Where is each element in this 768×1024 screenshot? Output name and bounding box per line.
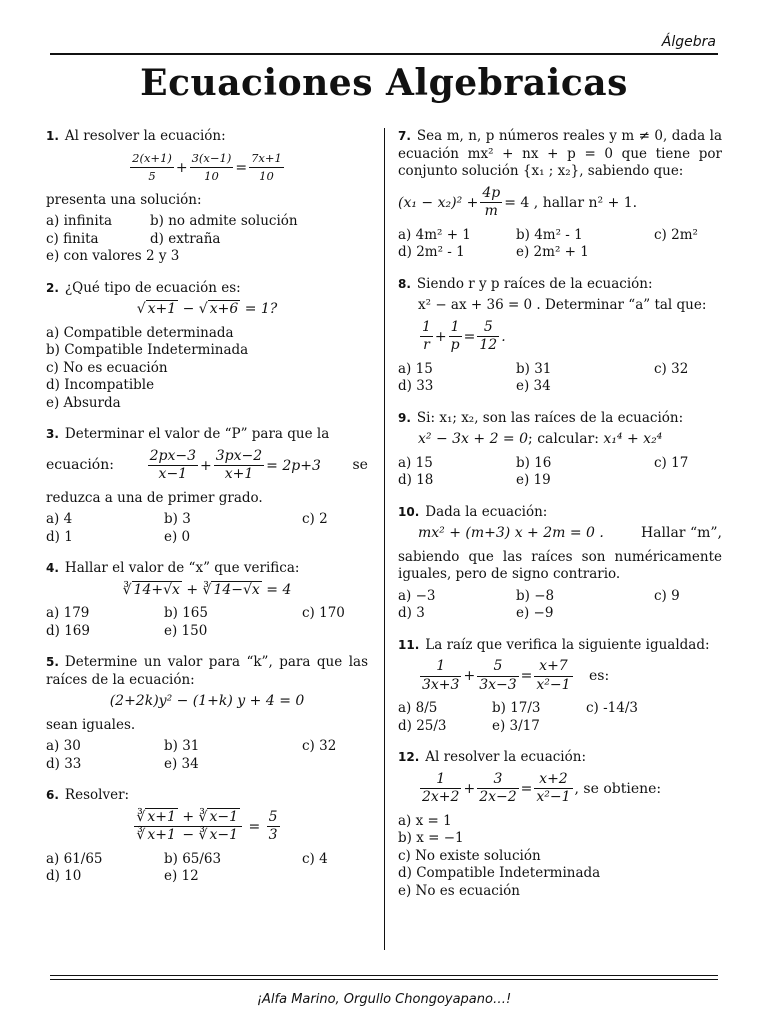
question-text: Dada la ecuación: — [425, 503, 548, 520]
equation: $\frac{1}{3x+3}$ + $\frac{5}{3x-3}$ = $\frac{x+7}{\text{x²−1}}$ es: — [422, 658, 610, 693]
top-rule — [50, 53, 718, 55]
question-number: 2. — [46, 280, 59, 295]
option-d[interactable]: d) 18 — [398, 472, 434, 488]
equation: √ x+1 − √ x+6 = 1? — [136, 301, 278, 317]
question-11 — [398, 637, 722, 736]
option-c[interactable]: c) 9 — [654, 587, 680, 604]
option-c[interactable]: c) 32 — [302, 738, 337, 754]
option-c[interactable]: c) 4 — [302, 850, 328, 867]
question-1 — [46, 128, 368, 266]
options — [398, 813, 722, 901]
column-divider — [384, 128, 385, 950]
option-d[interactable]: d) 33 — [398, 378, 434, 394]
question-number: 1. — [46, 129, 59, 143]
option-a[interactable]: a) 4 — [46, 511, 73, 527]
equation: $\frac{2(x+1)}{5}$ + $\frac{3(x-1)}{10}$ = $\frac{7x+1}{10}$ — [132, 150, 282, 183]
options — [46, 851, 368, 886]
equation: $\frac{∛ x+1 + ∛ x-1}{∛ x+1 - ∛ x-1}$ = $\frac{5}{3}$ — [136, 808, 278, 843]
bottom-rule — [50, 975, 718, 976]
question-8 — [398, 276, 722, 396]
option-a[interactable]: a) 179 — [46, 605, 90, 621]
option-e[interactable]: e) 34 — [516, 378, 551, 394]
option-b[interactable]: b) 17/3 — [492, 700, 541, 716]
option-a[interactable]: a) infinita — [46, 213, 113, 229]
bottom-rule-inner — [50, 979, 718, 980]
option-c[interactable]: c) 17 — [654, 454, 689, 471]
option-a[interactable]: a) −3 — [398, 587, 436, 604]
options — [398, 588, 722, 623]
option-e[interactable]: e) 34 — [164, 755, 199, 772]
question-text: Al resolver la ecuación: — [425, 749, 586, 765]
option-e[interactable]: e) con valores 2 y 3 — [46, 248, 180, 264]
question-number: 3. — [46, 427, 59, 441]
equation: x² − 3x + 2 = 0; calcular: x₁⁴ + x₂⁴ — [418, 431, 663, 447]
option-b[interactable]: b) x = −1 — [398, 830, 464, 846]
options — [46, 325, 368, 413]
question-number: 8. — [398, 276, 411, 291]
option-a[interactable]: a) 15 — [398, 360, 433, 377]
option-d[interactable]: d) 1 — [46, 528, 73, 545]
question-text: Al resolver la ecuación: — [64, 128, 226, 144]
option-d[interactable]: d) 10 — [46, 868, 82, 884]
options — [46, 511, 368, 546]
option-a[interactable]: a) 4m² + 1 — [398, 226, 471, 243]
options — [398, 227, 722, 262]
question-text: ¿Qué tipo de ecuación es: — [64, 279, 241, 296]
question-text-2: x² − ax + 36 = 0 . Determinar “a” tal que: — [418, 297, 707, 313]
option-c[interactable]: c) 2 — [302, 511, 328, 527]
option-e[interactable]: e) 2m² + 1 — [516, 244, 589, 260]
option-a[interactable]: a) 15 — [398, 454, 433, 471]
question-number: 6. — [46, 788, 59, 802]
question-text: La raíz que verifica la siguiente igualdad: — [425, 636, 710, 653]
question-9 — [398, 410, 722, 490]
option-b[interactable]: b) Compatible Indeterminada — [46, 342, 249, 358]
left-column — [46, 128, 368, 900]
option-e[interactable]: e) Absurda — [46, 394, 121, 411]
option-b[interactable]: b) 4m² - 1 — [516, 226, 583, 243]
option-a[interactable]: a) 30 — [46, 738, 81, 754]
question-number: 9. — [398, 410, 411, 425]
option-e[interactable]: e) No es ecuación — [398, 882, 520, 899]
question-text: Resolver: — [64, 787, 130, 803]
question-text: Si: x₁; x₂, son las raíces de la ecuación: — [416, 409, 684, 426]
option-c[interactable]: c) No es ecuación — [46, 359, 168, 376]
question-text: Determine un valor para “k”, para que las raíces de la ecuación: — [46, 654, 368, 688]
question-text: Hallar el valor de “x” que verifica: — [64, 560, 300, 576]
option-b[interactable]: b) 65/63 — [164, 850, 222, 867]
option-b[interactable]: b) no admite solución — [150, 213, 298, 229]
option-d[interactable]: d) extraña — [150, 230, 221, 247]
question-3 — [46, 426, 368, 546]
option-d[interactable]: d) 2m² - 1 — [398, 244, 465, 260]
question-10 — [398, 504, 722, 623]
question-5 — [46, 654, 368, 773]
option-d[interactable]: d) Compatible Indeterminada — [398, 865, 601, 881]
option-c[interactable]: c) finita — [46, 230, 99, 247]
options — [398, 455, 722, 490]
option-d[interactable]: d) 169 — [46, 622, 90, 639]
option-e[interactable]: e) −9 — [516, 605, 554, 621]
equation: $\frac{1}{2x+2}$ + $\frac{3}{2x-2}$ = $\frac{x+2}{\text{x²−1}}$ , se obtiene: — [422, 770, 662, 805]
footer-text: ¡Alfa Marino, Orgullo Chongoyapano…! — [256, 992, 512, 1007]
question-2 — [46, 280, 368, 413]
option-d[interactable]: d) 3 — [398, 605, 425, 621]
option-e[interactable]: e) 0 — [164, 528, 191, 545]
options — [46, 738, 368, 773]
question-text: Sea m, n, p números reales y m ≠ 0, dada la ecuación mx² + nx + p = 0 que tiene por conjunto solución {x₁ ; x₂}, sabiendo que: — [398, 128, 722, 179]
option-a[interactable]: a) 61/65 — [46, 850, 103, 867]
option-b[interactable]: b) 165 — [164, 605, 208, 621]
equation: $\frac{1}{r}$ + $\frac{1}{p}$ = $\frac{5}{12}$ . — [422, 318, 506, 353]
question-text-2: sabiendo que las raíces son numéricamente iguales, pero de signo contrario. — [398, 548, 722, 582]
option-a[interactable]: a) 8/5 — [398, 700, 438, 716]
option-c[interactable]: c) 32 — [654, 360, 689, 377]
question-number: 5. — [46, 655, 59, 669]
option-c[interactable]: c) 2m² — [654, 226, 698, 243]
options — [46, 213, 368, 266]
right-column — [398, 128, 722, 914]
equation: (x₁ − x₂)² + $\frac{4p}{m}$ = 4 , hallar n² + 1. — [398, 184, 638, 219]
options — [398, 361, 722, 396]
question-6 — [46, 787, 368, 886]
option-b[interactable]: b) 31 — [164, 738, 200, 754]
equation: ∛ 14+√x + ∛ 14−√x = 4 — [122, 581, 292, 598]
question-12 — [398, 749, 722, 900]
question-text-2: presenta una solución: — [46, 191, 202, 208]
option-d[interactable]: d) Incompatible — [46, 377, 155, 393]
question-text-2: sean iguales. — [46, 716, 136, 733]
option-a[interactable]: a) Compatible determinada — [46, 324, 234, 341]
question-7 — [398, 128, 722, 262]
option-c[interactable]: c) -14/3 — [586, 700, 638, 716]
option-d[interactable]: d) 33 — [46, 755, 82, 772]
option-e[interactable]: e) 12 — [164, 868, 199, 884]
option-c[interactable]: c) 170 — [302, 605, 345, 621]
option-b[interactable]: b) 31 — [516, 360, 552, 377]
question-text: Determinar el valor de “P” para que la — [64, 426, 330, 442]
option-c[interactable]: c) No existe solución — [398, 847, 541, 864]
option-a[interactable]: a) x = 1 — [398, 812, 452, 829]
question-number: 12. — [398, 750, 420, 764]
question-text-2: reduzca a una de primer grado. — [46, 489, 263, 506]
question-text: Siendo r y p raíces de la ecuación: — [416, 275, 653, 292]
question-number: 10. — [398, 504, 420, 519]
page-title: Ecuaciones Algebraicas — [140, 62, 628, 104]
question-number: 7. — [398, 129, 411, 143]
question-4 — [46, 560, 368, 640]
equation: mx² + (m+3) x + 2m = 0 . Hallar “m”, — [418, 525, 722, 541]
option-e[interactable]: e) 19 — [516, 472, 551, 488]
question-number: 11. — [398, 637, 420, 652]
option-e[interactable]: e) 150 — [164, 622, 208, 639]
options — [46, 605, 368, 640]
option-b[interactable]: b) 16 — [516, 454, 552, 471]
equation: (2+2k)y² − (1+k) y + 4 = 0 — [109, 693, 305, 709]
option-b[interactable]: b) −8 — [516, 587, 555, 604]
equation: ecuación: $\frac{2px-3}{x-1}$ + $\frac{3px-2}{x+1}$ = 2p+3 se — [46, 447, 368, 482]
header-tag: Álgebra — [661, 34, 716, 50]
options — [398, 700, 722, 735]
option-d[interactable]: d) 25/3 — [398, 717, 447, 734]
option-e[interactable]: e) 3/17 — [492, 717, 540, 734]
question-number: 4. — [46, 561, 59, 575]
option-b[interactable]: b) 3 — [164, 511, 191, 527]
